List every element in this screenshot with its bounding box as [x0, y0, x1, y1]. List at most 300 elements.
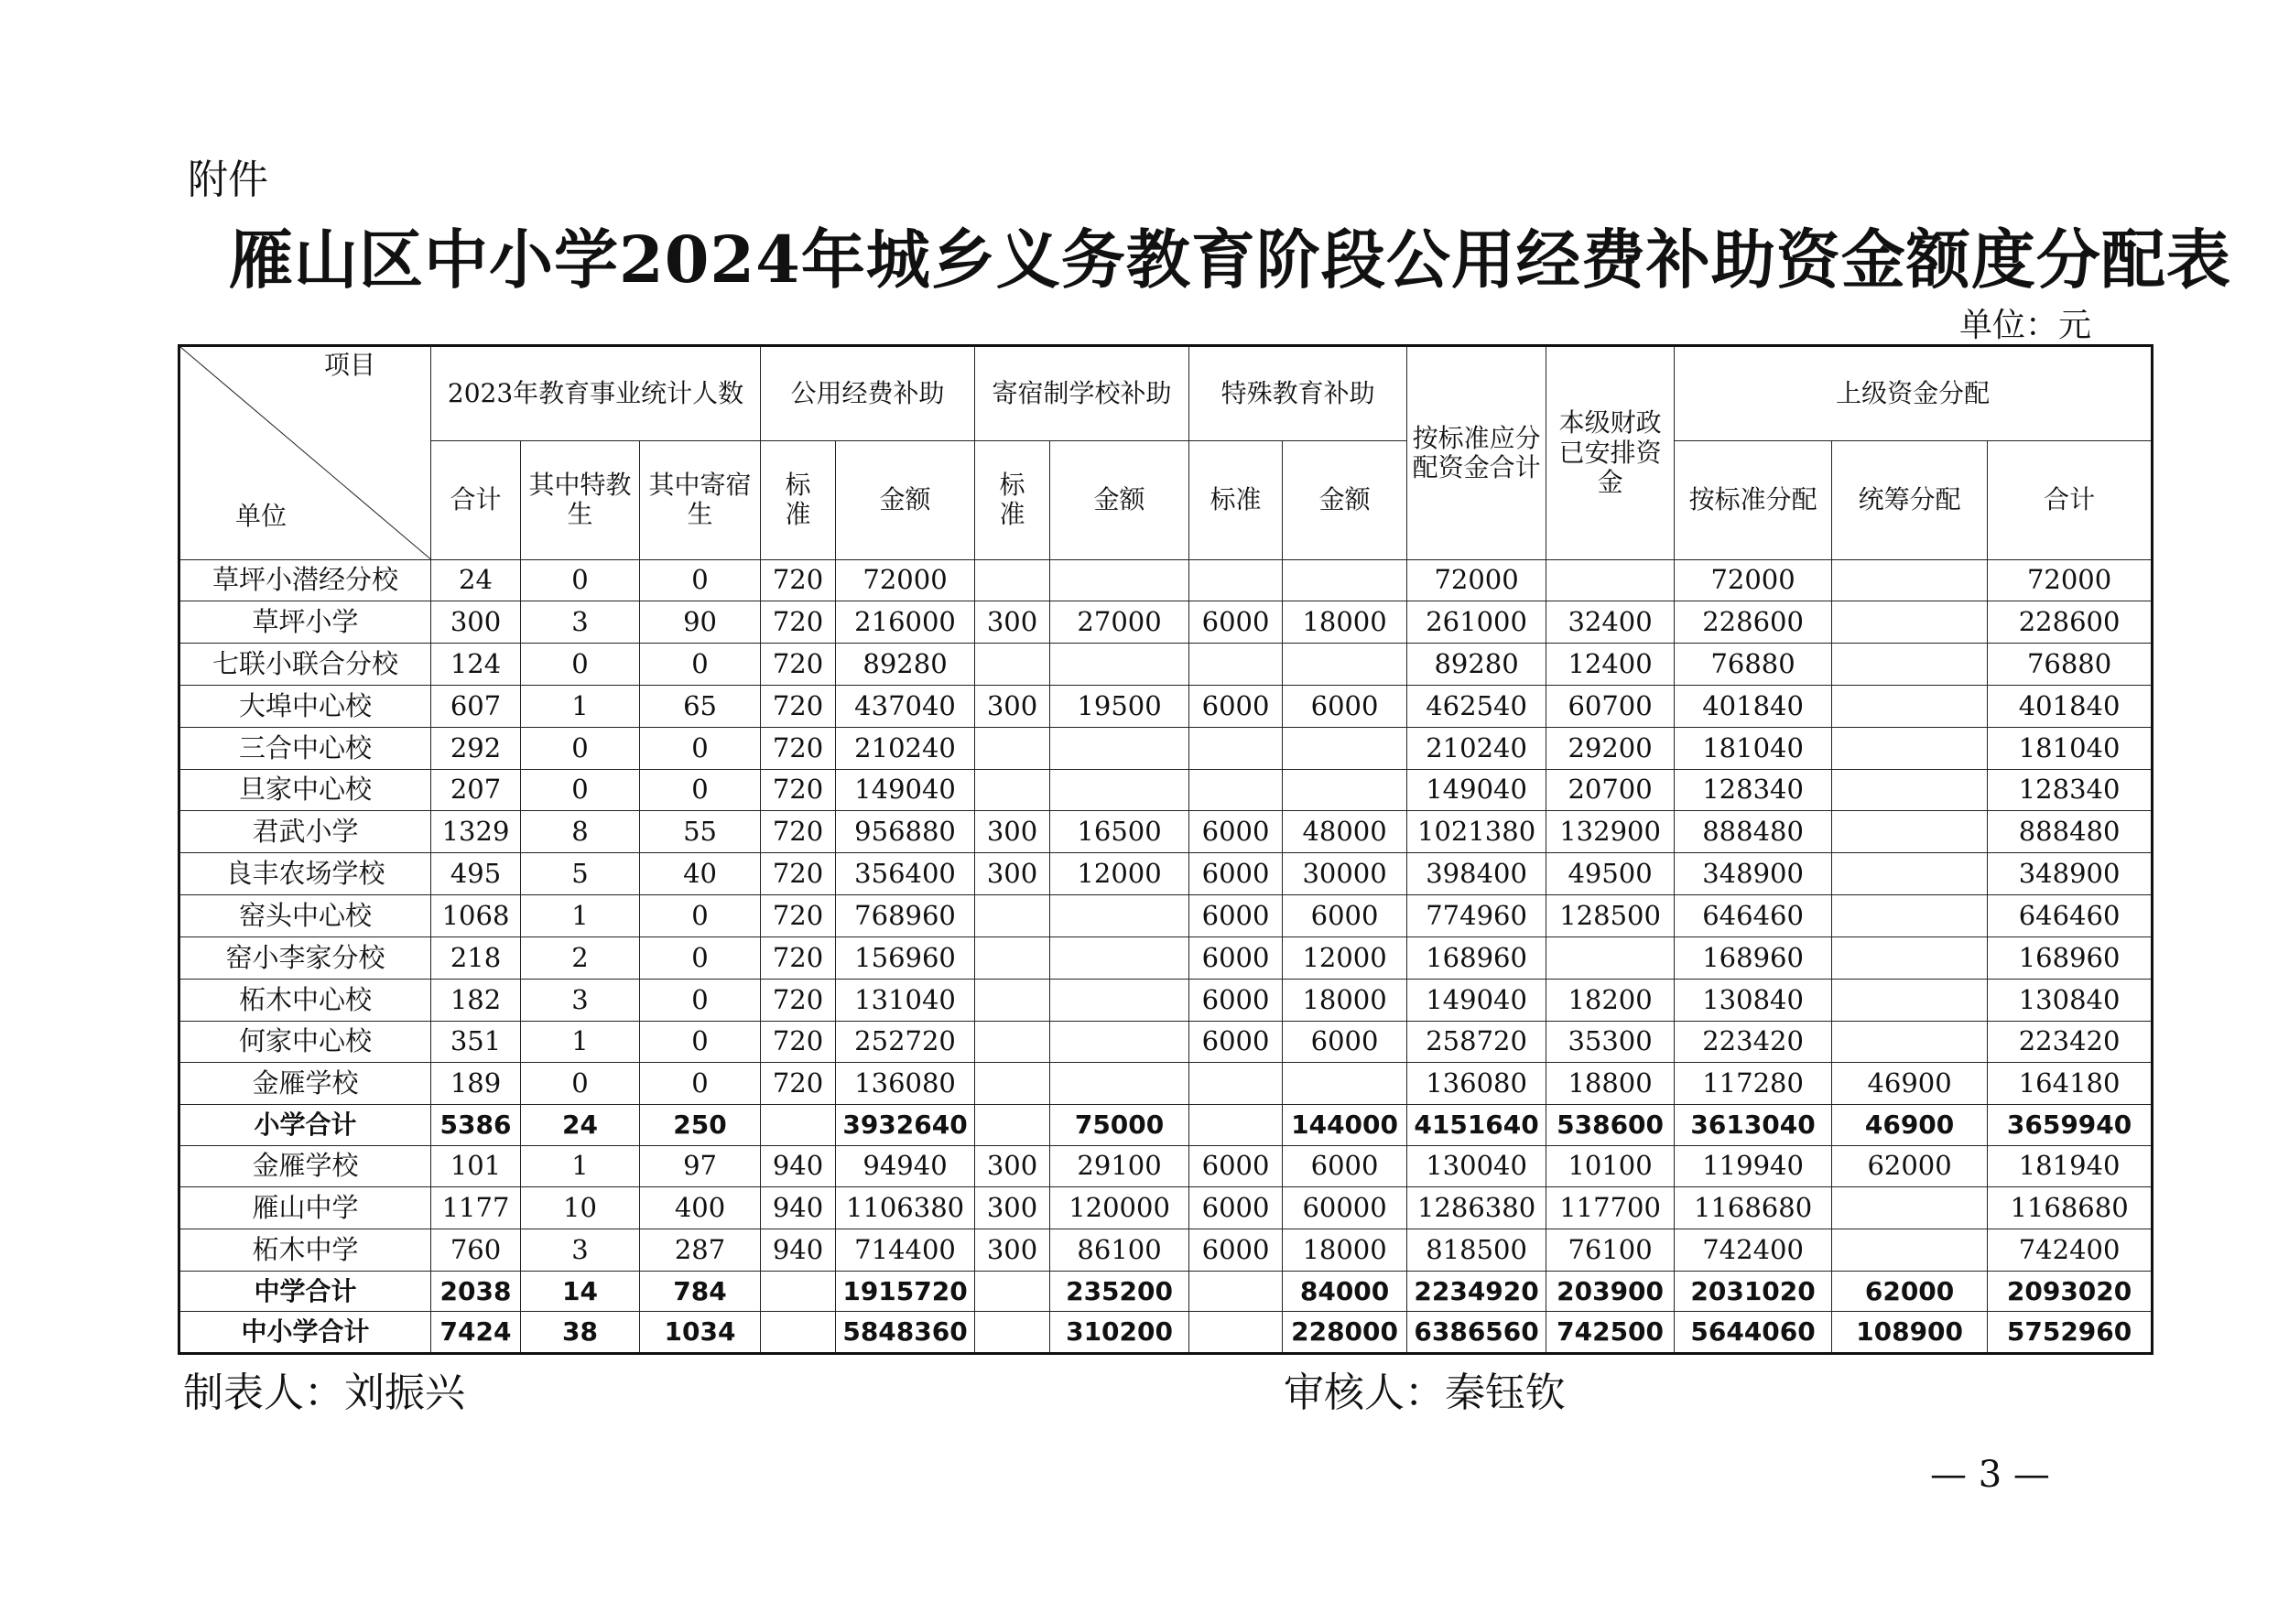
boarding-amount-cell: 75000: [1050, 1105, 1189, 1145]
special-amount-cell: 18000: [1283, 979, 1407, 1021]
public-standard-cell: 720: [761, 853, 836, 895]
boarding-standard-cell: [975, 1272, 1050, 1312]
upper-by-standard-cell: 76880: [1675, 644, 1832, 686]
upper-total-cell: 888480: [1988, 811, 2153, 853]
upper-total-cell: 3659940: [1988, 1105, 2153, 1145]
unit-cell: 金雁学校: [179, 1145, 431, 1187]
upper-total-cell: 181940: [1988, 1145, 2153, 1187]
upper-coordinated-cell: 46900: [1832, 1063, 1988, 1105]
header-row-groups: [179, 346, 2153, 441]
table-total-row: [179, 1272, 2153, 1312]
sub-header-boarding-standard: 标准: [975, 441, 1050, 559]
table-row: [179, 769, 2153, 811]
upper-by-standard-cell: 168960: [1675, 937, 1832, 979]
public-amount-cell: 216000: [836, 601, 975, 644]
sub-header-total: 合计: [431, 441, 521, 559]
boarding-standard-cell: 300: [975, 686, 1050, 728]
std-total-cell: 1021380: [1407, 811, 1546, 853]
std-total-cell: 149040: [1407, 979, 1546, 1021]
local-funds-cell: 128500: [1546, 895, 1675, 937]
public-standard-cell: 940: [761, 1229, 836, 1272]
unit-cell: 柘木中心校: [179, 979, 431, 1021]
boarding-amount-cell: [1050, 979, 1189, 1021]
std-total-cell: 261000: [1407, 601, 1546, 644]
boarding-amount-cell: 235200: [1050, 1272, 1189, 1312]
upper-total-cell: 1168680: [1988, 1187, 2153, 1229]
upper-by-standard-cell: 130840: [1675, 979, 1832, 1021]
upper-by-standard-cell: 348900: [1675, 853, 1832, 895]
sub-header-special-standard: 标准: [1189, 441, 1283, 559]
public-standard-cell: 720: [761, 686, 836, 728]
std-total-cell: 130040: [1407, 1145, 1546, 1187]
special-students-cell: 0: [521, 559, 640, 601]
public-amount-cell: 94940: [836, 1145, 975, 1187]
special-students-cell: 10: [521, 1187, 640, 1229]
boarding-amount-cell: [1050, 895, 1189, 937]
special-students-cell: 0: [521, 727, 640, 769]
special-students-cell: 24: [521, 1105, 640, 1145]
unit-cell: 窑小李家分校: [179, 937, 431, 979]
special-standard-cell: 6000: [1189, 811, 1283, 853]
public-amount-cell: 136080: [836, 1063, 975, 1105]
public-standard-cell: 720: [761, 559, 836, 601]
boarding-standard-cell: 300: [975, 811, 1050, 853]
boarding-standard-cell: [975, 559, 1050, 601]
upper-total-cell: 128340: [1988, 769, 2153, 811]
upper-by-standard-cell: 119940: [1675, 1145, 1832, 1187]
upper-total-cell: 348900: [1988, 853, 2153, 895]
special-students-cell: 2: [521, 937, 640, 979]
boarders-cell: 250: [640, 1105, 761, 1145]
special-students-cell: 8: [521, 811, 640, 853]
boarding-standard-cell: [975, 727, 1050, 769]
special-students-cell: 3: [521, 1229, 640, 1272]
local-funds-cell: 32400: [1546, 601, 1675, 644]
public-standard-cell: 720: [761, 1021, 836, 1063]
sub-header-boarding-amount: 金额: [1050, 441, 1189, 559]
upper-coordinated-cell: [1832, 1229, 1988, 1272]
public-amount-cell: 252720: [836, 1021, 975, 1063]
upper-total-cell: 223420: [1988, 1021, 2153, 1063]
local-funds-cell: 538600: [1546, 1105, 1675, 1145]
total-students-cell: 607: [431, 686, 521, 728]
upper-total-cell: 164180: [1988, 1063, 2153, 1105]
boarding-amount-cell: 310200: [1050, 1312, 1189, 1354]
table-row: [179, 853, 2153, 895]
total-students-cell: 1177: [431, 1187, 521, 1229]
public-standard-cell: 940: [761, 1145, 836, 1187]
public-amount-cell: 89280: [836, 644, 975, 686]
unit-cell: 雁山中学: [179, 1187, 431, 1229]
upper-by-standard-cell: 888480: [1675, 811, 1832, 853]
local-funds-cell: 49500: [1546, 853, 1675, 895]
unit-cell: 中学合计: [179, 1272, 431, 1312]
special-students-cell: 3: [521, 601, 640, 644]
upper-coordinated-cell: [1832, 644, 1988, 686]
local-funds-cell: 10100: [1546, 1145, 1675, 1187]
upper-total-cell: 76880: [1988, 644, 2153, 686]
special-students-cell: 0: [521, 769, 640, 811]
std-total-cell: 6386560: [1407, 1312, 1546, 1354]
special-students-cell: 0: [521, 644, 640, 686]
total-students-cell: 218: [431, 937, 521, 979]
unit-cell: 何家中心校: [179, 1021, 431, 1063]
total-students-cell: 1329: [431, 811, 521, 853]
upper-by-standard-cell: 223420: [1675, 1021, 1832, 1063]
special-amount-cell: 48000: [1283, 811, 1407, 853]
special-amount-cell: 84000: [1283, 1272, 1407, 1312]
unit-label: 单位：元: [1959, 307, 2092, 344]
sub-header-coordinated: 统筹分配: [1832, 441, 1988, 559]
public-standard-cell: 720: [761, 1063, 836, 1105]
upper-by-standard-cell: 117280: [1675, 1063, 1832, 1105]
boarding-amount-cell: 120000: [1050, 1187, 1189, 1229]
boarding-amount-cell: [1050, 644, 1189, 686]
std-total-cell: 149040: [1407, 769, 1546, 811]
special-standard-cell: 6000: [1189, 1021, 1283, 1063]
upper-coordinated-cell: 46900: [1832, 1105, 1988, 1145]
allocation-table: [178, 344, 2153, 1355]
upper-by-standard-cell: 646460: [1675, 895, 1832, 937]
special-standard-cell: 6000: [1189, 937, 1283, 979]
public-amount-cell: 714400: [836, 1229, 975, 1272]
unit-cell: 良丰农场学校: [179, 853, 431, 895]
std-total-cell: 398400: [1407, 853, 1546, 895]
table-row: [179, 811, 2153, 853]
reviewed-by: 审核人：秦钰钦: [1284, 1370, 1566, 1416]
boarders-cell: 0: [640, 644, 761, 686]
boarders-cell: 287: [640, 1229, 761, 1272]
local-funds-cell: 117700: [1546, 1187, 1675, 1229]
public-standard-cell: 720: [761, 601, 836, 644]
special-standard-cell: [1189, 1312, 1283, 1354]
boarding-amount-cell: [1050, 727, 1189, 769]
public-amount-cell: 956880: [836, 811, 975, 853]
boarding-amount-cell: [1050, 1021, 1189, 1063]
boarders-cell: 0: [640, 769, 761, 811]
upper-by-standard-cell: 5644060: [1675, 1312, 1832, 1354]
upper-coordinated-cell: [1832, 853, 1988, 895]
std-total-cell: 210240: [1407, 727, 1546, 769]
special-amount-cell: 228000: [1283, 1312, 1407, 1354]
special-standard-cell: 6000: [1189, 1229, 1283, 1272]
total-students-cell: 182: [431, 979, 521, 1021]
group-header-special: 特殊教育补助: [1189, 346, 1407, 441]
std-total-cell: 818500: [1407, 1229, 1546, 1272]
special-standard-cell: 6000: [1189, 979, 1283, 1021]
boarding-amount-cell: 29100: [1050, 1145, 1189, 1187]
group-header-boarding: 寄宿制学校补助: [975, 346, 1189, 441]
total-students-cell: 292: [431, 727, 521, 769]
group-header-upper: 上级资金分配: [1675, 346, 2153, 441]
boarders-cell: 40: [640, 853, 761, 895]
boarding-standard-cell: [975, 1105, 1050, 1145]
upper-by-standard-cell: 401840: [1675, 686, 1832, 728]
special-amount-cell: 6000: [1283, 1021, 1407, 1063]
page-number: — 3 —: [1930, 1454, 2050, 1496]
sub-header-public-standard: 标准: [761, 441, 836, 559]
boarders-cell: 0: [640, 1063, 761, 1105]
boarders-cell: 65: [640, 686, 761, 728]
total-students-cell: 760: [431, 1229, 521, 1272]
special-amount-cell: [1283, 644, 1407, 686]
local-funds-cell: 742500: [1546, 1312, 1675, 1354]
special-standard-cell: [1189, 1105, 1283, 1145]
boarders-cell: 1034: [640, 1312, 761, 1354]
public-amount-cell: 1106380: [836, 1187, 975, 1229]
total-students-cell: 2038: [431, 1272, 521, 1312]
public-standard-cell: 940: [761, 1187, 836, 1229]
special-amount-cell: 12000: [1283, 937, 1407, 979]
boarding-standard-cell: 300: [975, 1145, 1050, 1187]
std-total-cell: 72000: [1407, 559, 1546, 601]
special-students-cell: 1: [521, 1021, 640, 1063]
boarding-standard-cell: 300: [975, 1229, 1050, 1272]
unit-cell: 大埠中心校: [179, 686, 431, 728]
special-amount-cell: 18000: [1283, 601, 1407, 644]
special-standard-cell: 6000: [1189, 1187, 1283, 1229]
upper-by-standard-cell: 1168680: [1675, 1187, 1832, 1229]
upper-coordinated-cell: [1832, 1187, 1988, 1229]
special-amount-cell: [1283, 769, 1407, 811]
std-total-cell: 774960: [1407, 895, 1546, 937]
boarding-amount-cell: [1050, 1063, 1189, 1105]
public-standard-cell: [761, 1312, 836, 1354]
boarding-amount-cell: 86100: [1050, 1229, 1189, 1272]
public-standard-cell: [761, 1272, 836, 1312]
upper-coordinated-cell: [1832, 895, 1988, 937]
unit-cell: 旦家中心校: [179, 769, 431, 811]
sub-header-special-students: 其中特教生: [521, 441, 640, 559]
local-funds-cell: 29200: [1546, 727, 1675, 769]
special-standard-cell: 6000: [1189, 601, 1283, 644]
upper-by-standard-cell: 3613040: [1675, 1105, 1832, 1145]
public-amount-cell: 1915720: [836, 1272, 975, 1312]
table-row: [179, 727, 2153, 769]
boarding-amount-cell: 19500: [1050, 686, 1189, 728]
upper-coordinated-cell: [1832, 1021, 1988, 1063]
public-amount-cell: 5848360: [836, 1312, 975, 1354]
boarding-standard-cell: [975, 895, 1050, 937]
upper-total-cell: 181040: [1988, 727, 2153, 769]
table-body: [179, 346, 2153, 1354]
public-standard-cell: [761, 1105, 836, 1145]
local-funds-cell: [1546, 559, 1675, 601]
special-amount-cell: [1283, 1063, 1407, 1105]
boarding-standard-cell: [975, 1312, 1050, 1354]
special-standard-cell: [1189, 559, 1283, 601]
total-students-cell: 1068: [431, 895, 521, 937]
prepared-by: 制表人：刘振兴: [183, 1370, 465, 1416]
total-students-cell: 101: [431, 1145, 521, 1187]
boarding-amount-cell: 12000: [1050, 853, 1189, 895]
public-amount-cell: 156960: [836, 937, 975, 979]
table-total-row: [179, 1312, 2153, 1354]
table-row: [179, 1063, 2153, 1105]
upper-total-cell: 72000: [1988, 559, 2153, 601]
boarding-amount-cell: 27000: [1050, 601, 1189, 644]
upper-by-standard-cell: 128340: [1675, 769, 1832, 811]
special-amount-cell: 30000: [1283, 853, 1407, 895]
sub-header-by-standard: 按标准分配: [1675, 441, 1832, 559]
special-amount-cell: 6000: [1283, 686, 1407, 728]
special-standard-cell: [1189, 1272, 1283, 1312]
local-funds-cell: 60700: [1546, 686, 1675, 728]
upper-total-cell: 742400: [1988, 1229, 2153, 1272]
total-students-cell: 300: [431, 601, 521, 644]
public-amount-cell: 437040: [836, 686, 975, 728]
sub-header-special-amount: 金额: [1283, 441, 1407, 559]
special-students-cell: 0: [521, 1063, 640, 1105]
unit-cell: 中小学合计: [179, 1312, 431, 1354]
boarders-cell: 0: [640, 559, 761, 601]
boarders-cell: 400: [640, 1187, 761, 1229]
local-funds-cell: 20700: [1546, 769, 1675, 811]
public-standard-cell: 720: [761, 811, 836, 853]
table-row: [179, 1187, 2153, 1229]
boarders-cell: 0: [640, 937, 761, 979]
upper-coordinated-cell: [1832, 559, 1988, 601]
upper-by-standard-cell: 72000: [1675, 559, 1832, 601]
table-row: [179, 601, 2153, 644]
corner-header-cell: [179, 346, 431, 560]
total-students-cell: 351: [431, 1021, 521, 1063]
public-amount-cell: 356400: [836, 853, 975, 895]
boarding-standard-cell: [975, 769, 1050, 811]
std-total-cell: 462540: [1407, 686, 1546, 728]
unit-cell: 小学合计: [179, 1105, 431, 1145]
unit-cell: 金雁学校: [179, 1063, 431, 1105]
boarding-amount-cell: 16500: [1050, 811, 1189, 853]
corner-diagonal-line: [180, 347, 430, 559]
public-standard-cell: 720: [761, 937, 836, 979]
upper-by-standard-cell: 2031020: [1675, 1272, 1832, 1312]
boarders-cell: 0: [640, 1021, 761, 1063]
std-total-cell: 136080: [1407, 1063, 1546, 1105]
table-row: [179, 644, 2153, 686]
upper-total-cell: 228600: [1988, 601, 2153, 644]
unit-cell: 草坪小学: [179, 601, 431, 644]
upper-coordinated-cell: 108900: [1832, 1312, 1988, 1354]
sub-header-public-amount: 金额: [836, 441, 975, 559]
upper-coordinated-cell: [1832, 686, 1988, 728]
special-standard-cell: [1189, 769, 1283, 811]
special-students-cell: 5: [521, 853, 640, 895]
special-students-cell: 14: [521, 1272, 640, 1312]
local-funds-cell: [1546, 937, 1675, 979]
special-students-cell: 3: [521, 979, 640, 1021]
boarders-cell: 90: [640, 601, 761, 644]
upper-total-cell: 130840: [1988, 979, 2153, 1021]
special-students-cell: 38: [521, 1312, 640, 1354]
special-amount-cell: 18000: [1283, 1229, 1407, 1272]
special-standard-cell: 6000: [1189, 895, 1283, 937]
special-amount-cell: 6000: [1283, 895, 1407, 937]
upper-coordinated-cell: [1832, 601, 1988, 644]
upper-coordinated-cell: 62000: [1832, 1145, 1988, 1187]
unit-cell: 窑头中心校: [179, 895, 431, 937]
std-total-cell: 4151640: [1407, 1105, 1546, 1145]
special-amount-cell: 60000: [1283, 1187, 1407, 1229]
std-total-cell: 168960: [1407, 937, 1546, 979]
std-total-cell: 1286380: [1407, 1187, 1546, 1229]
boarding-standard-cell: [975, 979, 1050, 1021]
local-funds-cell: 18200: [1546, 979, 1675, 1021]
special-standard-cell: [1189, 1063, 1283, 1105]
boarding-amount-cell: [1050, 559, 1189, 601]
boarders-cell: 0: [640, 727, 761, 769]
local-funds-cell: 203900: [1546, 1272, 1675, 1312]
boarding-standard-cell: 300: [975, 601, 1050, 644]
boarding-standard-cell: [975, 644, 1050, 686]
special-students-cell: 1: [521, 895, 640, 937]
public-standard-cell: 720: [761, 895, 836, 937]
public-amount-cell: 768960: [836, 895, 975, 937]
boarders-cell: 55: [640, 811, 761, 853]
boarding-standard-cell: 300: [975, 1187, 1050, 1229]
total-students-cell: 189: [431, 1063, 521, 1105]
total-students-cell: 24: [431, 559, 521, 601]
public-amount-cell: 131040: [836, 979, 975, 1021]
unit-cell: 柘木中学: [179, 1229, 431, 1272]
header-std-total: 按标准应分配资金合计: [1407, 346, 1546, 560]
local-funds-cell: 35300: [1546, 1021, 1675, 1063]
special-standard-cell: 6000: [1189, 686, 1283, 728]
boarding-standard-cell: 300: [975, 853, 1050, 895]
std-total-cell: 2234920: [1407, 1272, 1546, 1312]
upper-total-cell: 401840: [1988, 686, 2153, 728]
special-standard-cell: 6000: [1189, 853, 1283, 895]
special-standard-cell: [1189, 644, 1283, 686]
public-amount-cell: 210240: [836, 727, 975, 769]
sub-header-upper-total: 合计: [1988, 441, 2153, 559]
upper-coordinated-cell: [1832, 769, 1988, 811]
upper-total-cell: 646460: [1988, 895, 2153, 937]
public-standard-cell: 720: [761, 769, 836, 811]
unit-cell: 三合中心校: [179, 727, 431, 769]
special-amount-cell: [1283, 727, 1407, 769]
attachment-label: 附件: [188, 157, 268, 203]
upper-by-standard-cell: 742400: [1675, 1229, 1832, 1272]
upper-coordinated-cell: [1832, 937, 1988, 979]
table-row: [179, 895, 2153, 937]
document-title: 雁山区中小学2024年城乡义务教育阶段公用经费补助资金额度分配表: [229, 222, 2231, 298]
header-row-sub: [179, 441, 2153, 559]
table-row: [179, 686, 2153, 728]
public-amount-cell: 149040: [836, 769, 975, 811]
public-amount-cell: 72000: [836, 559, 975, 601]
total-students-cell: 207: [431, 769, 521, 811]
boarders-cell: 0: [640, 979, 761, 1021]
table-row: [179, 937, 2153, 979]
total-students-cell: 495: [431, 853, 521, 895]
local-funds-cell: 18800: [1546, 1063, 1675, 1105]
local-funds-cell: 76100: [1546, 1229, 1675, 1272]
public-standard-cell: 720: [761, 644, 836, 686]
corner-item-label: 项目: [323, 350, 375, 380]
boarding-amount-cell: [1050, 769, 1189, 811]
header-local-funds: 本级财政已安排资金: [1546, 346, 1675, 560]
group-header-stats: 2023年教育事业统计人数: [431, 346, 761, 441]
boarding-standard-cell: [975, 937, 1050, 979]
upper-by-standard-cell: 228600: [1675, 601, 1832, 644]
boarders-cell: 784: [640, 1272, 761, 1312]
special-standard-cell: [1189, 727, 1283, 769]
public-amount-cell: 3932640: [836, 1105, 975, 1145]
special-standard-cell: 6000: [1189, 1145, 1283, 1187]
total-students-cell: 7424: [431, 1312, 521, 1354]
std-total-cell: 89280: [1407, 644, 1546, 686]
